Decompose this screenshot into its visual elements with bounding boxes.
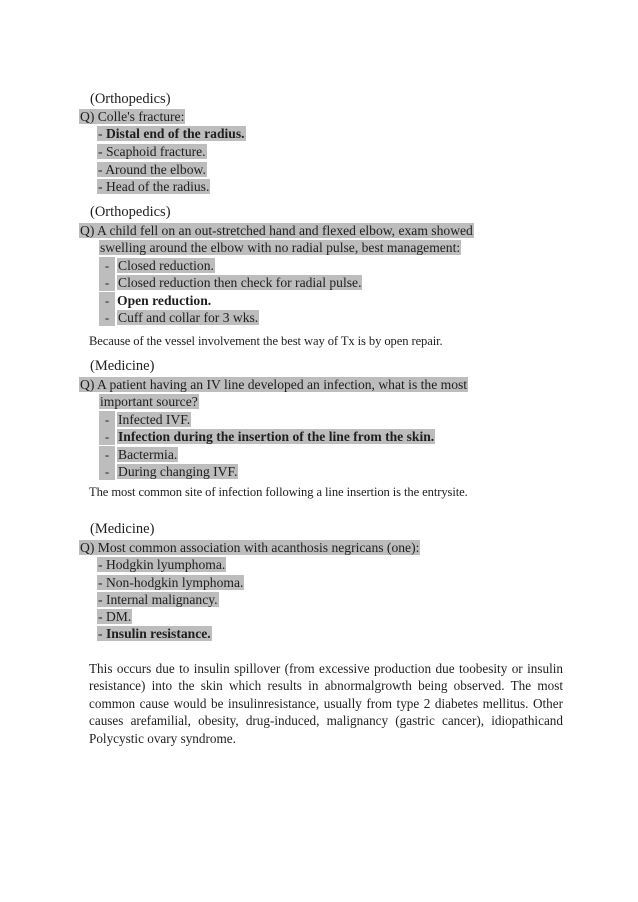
answer-option: Bactermia. bbox=[118, 447, 178, 462]
answer-option: - Insulin resistance. bbox=[98, 626, 211, 641]
question-text: Q) A patient having an IV line developed an infection, what is the most bbox=[80, 377, 468, 392]
answer-option: - Distal end of the radius. bbox=[98, 126, 245, 141]
answer-option: - Around the elbow. bbox=[98, 162, 206, 177]
bullet-marker: - bbox=[99, 274, 115, 291]
category-label: (Orthopedics) bbox=[90, 91, 171, 107]
explanation-note: The most common site of infection following a line insertion is the entrysite. bbox=[89, 485, 468, 499]
answer-option: Infected IVF. bbox=[118, 412, 191, 427]
answer-option: Cuff and collar for 3 wks. bbox=[118, 310, 259, 325]
category-label: (Orthopedics) bbox=[90, 204, 171, 220]
answer-option: Infection during the insertion of the line from the skin. bbox=[118, 429, 435, 444]
answer-option: - Internal malignancy. bbox=[98, 592, 218, 607]
bullet-marker: - bbox=[99, 463, 115, 480]
category-label: (Medicine) bbox=[90, 358, 155, 374]
answer-option: Closed reduction. bbox=[118, 258, 214, 273]
explanation-paragraph: This occurs due to insulin spillover (from excessive production due toobesity or insulin resistance) into the skin which results in abnormalgrowth being observed. The most common cause would be insulinresistance, usually from type 2 diabetes mellitus. Other causes arefamilial, obesity, drug-induced, malignancy (gastric cancer), idiopathicand Polycystic ovary syndrome. bbox=[89, 661, 563, 746]
explanation-note: Because of the vessel involvement the best way of Tx is by open repair. bbox=[89, 334, 443, 348]
bullet-marker: - bbox=[99, 411, 115, 428]
answer-option: Open reduction. bbox=[117, 293, 212, 308]
answer-option: During changing IVF. bbox=[118, 464, 238, 479]
answer-option: - Scaphoid fracture. bbox=[98, 144, 206, 159]
answer-option: - Hodgkin lyumphoma. bbox=[98, 557, 226, 572]
question-text: swelling around the elbow with no radial pulse, best management: bbox=[100, 240, 461, 255]
answer-option: - Head of the radius. bbox=[98, 179, 210, 194]
bullet-marker: - bbox=[99, 257, 115, 274]
answer-option: - Non-hodgkin lymphoma. bbox=[98, 575, 244, 590]
bullet-marker: - bbox=[99, 446, 115, 463]
question-text: Q) Colle's fracture: bbox=[80, 109, 185, 124]
bullet-marker: - bbox=[99, 428, 115, 445]
bullet-marker: - bbox=[99, 309, 115, 326]
bullet-marker: - bbox=[99, 292, 115, 309]
answer-option: - DM. bbox=[98, 609, 132, 624]
question-text: important source? bbox=[100, 394, 198, 409]
category-label: (Medicine) bbox=[90, 521, 155, 537]
question-text: Q) Most common association with acanthosis negricans (one): bbox=[80, 540, 420, 555]
question-text: Q) A child fell on an out-stretched hand and flexed elbow, exam showed bbox=[80, 223, 473, 238]
answer-option: Closed reduction then check for radial pulse. bbox=[118, 275, 362, 290]
